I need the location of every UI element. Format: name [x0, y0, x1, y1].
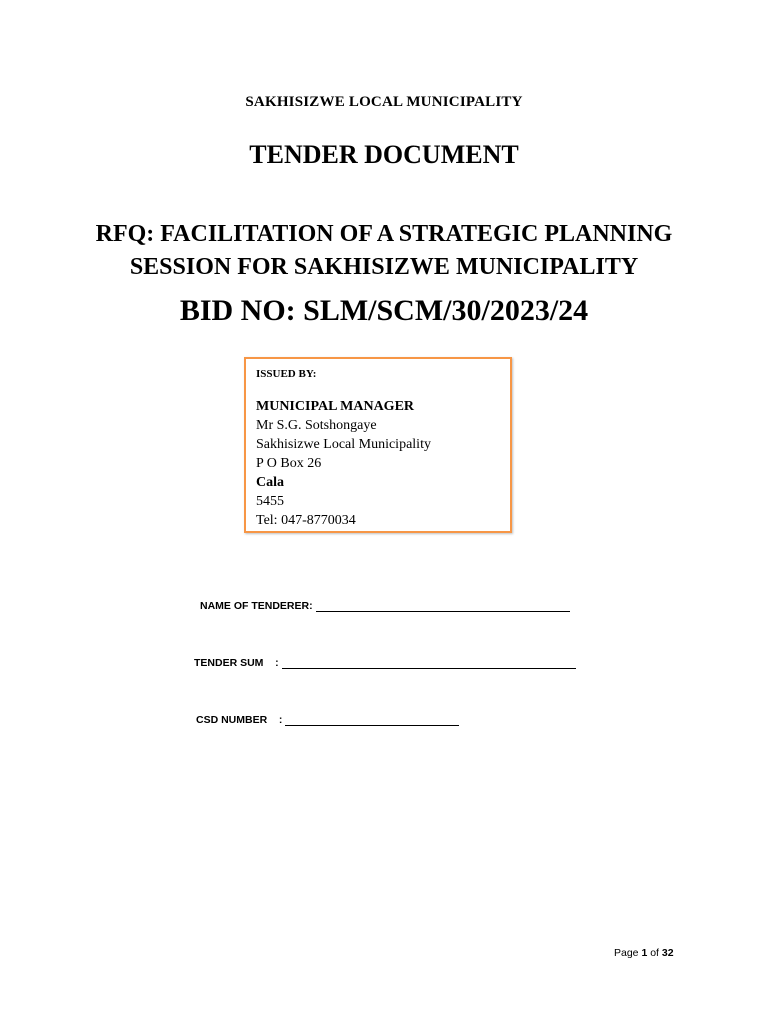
rfq-title-line-2: SESSION FOR SAKHISIZWE MUNICIPALITY	[129, 254, 639, 280]
issuer-title: MUNICIPAL MANAGER	[256, 399, 415, 414]
field-label: CSD NUMBER :	[196, 714, 283, 726]
rfq-title	[0, 218, 768, 284]
csd-number-field	[196, 714, 459, 726]
csd-number-blank[interactable]	[285, 715, 459, 726]
municipality-heading: SAKHISIZWE LOCAL MUNICIPALITY	[245, 94, 523, 110]
issuer-organisation: Sakhisizwe Local Municipality	[256, 437, 431, 452]
rfq-title-line-1: RFQ: FACILITATION OF A STRATEGIC PLANNING	[95, 221, 673, 247]
field-label: TENDER SUM :	[194, 657, 279, 669]
issuer-town: Cala	[256, 475, 284, 490]
tender-sum-blank[interactable]	[282, 658, 576, 669]
name-of-tenderer-field	[200, 600, 570, 612]
page-word: Page	[614, 947, 642, 959]
of-word: of	[647, 947, 662, 959]
issued-by-box	[244, 357, 512, 533]
bid-number: BID NO: SLM/SCM/30/2023/24	[179, 294, 589, 327]
issued-by-label: ISSUED BY:	[256, 368, 317, 380]
tender-sum-field	[194, 657, 576, 669]
page-number	[614, 947, 674, 959]
document-title: TENDER DOCUMENT	[249, 140, 519, 169]
total-pages: 32	[661, 947, 674, 959]
issuer-telephone: Tel: 047-8770034	[256, 513, 356, 528]
current-page: 1	[641, 947, 648, 959]
issuer-name: Mr S.G. Sotshongaye	[256, 418, 377, 433]
name-of-tenderer-blank[interactable]	[316, 601, 570, 612]
issuer-postal-code: 5455	[256, 494, 284, 509]
field-label: NAME OF TENDERER:	[200, 600, 313, 612]
issuer-po-box: P O Box 26	[256, 456, 322, 471]
